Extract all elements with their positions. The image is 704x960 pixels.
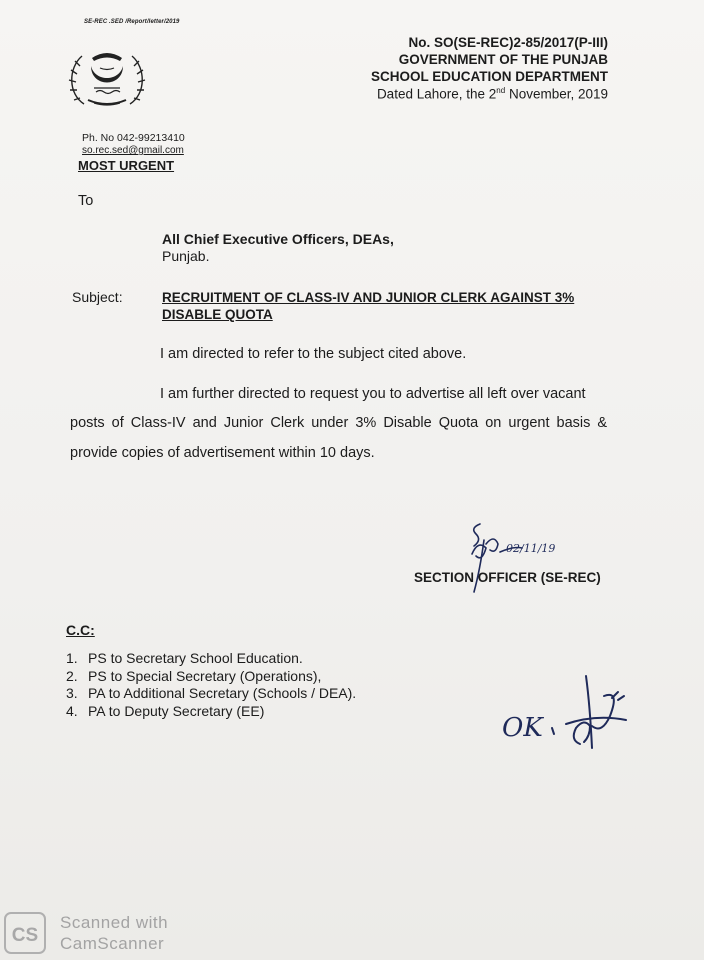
section-officer-signature <box>450 514 570 604</box>
camscanner-watermark: Scanned with CamScanner <box>60 913 169 953</box>
priority-label: MOST URGENT <box>78 158 175 173</box>
subject-text: RECRUITMENT OF CLASS-IV AND JUNIOR CLERK AGAINST 3% DISABLE QUOTA <box>162 290 575 322</box>
reference-code: SE-REC .SED /Report/letter/2019 <box>84 19 180 25</box>
body-paragraph-2-line-1: I am further directed to request you to advertise all left over vacant <box>160 386 586 402</box>
list-item: 3. PA to Additional Secretary (Schools / DEA). <box>66 685 357 701</box>
subject-label: Subject: <box>72 289 123 305</box>
signatory-title: SECTION OFFICER (SE-REC) <box>414 570 601 585</box>
camscanner-logo-icon <box>4 912 46 954</box>
handwritten-ok: OK <box>502 713 543 743</box>
addressee-line2: Punjab. <box>162 248 210 264</box>
svg-text:CS: CS <box>11 925 39 946</box>
body-paragraph-2-line-2: posts of Class-IV and Junior Clerk under 3% Disable Quota on urgent basis & <box>70 415 608 431</box>
list-item: 4. PA to Deputy Secretary (EE) <box>66 702 265 719</box>
punjab-government-emblem-icon <box>64 44 150 110</box>
cc-list <box>66 650 356 720</box>
body-paragraph-1: I am directed to refer to the subject cited above. <box>160 346 467 362</box>
phone-number: Ph. No 042-99213410 <box>82 132 185 144</box>
signature-date: 02/11/19 <box>506 542 556 555</box>
body-paragraph-2-line-3: provide copies of advertisement within 10 days. <box>70 445 375 461</box>
list-item: 2. PS to Special Secretary (Operations), <box>66 667 322 684</box>
letter-number: No. SO(SE-REC)2-85/2017(P-III) <box>408 35 608 50</box>
email-address: so.rec.sed@gmail.com <box>82 145 184 156</box>
list-item: 1. PS to Secretary School Education. <box>66 650 303 666</box>
to-label: To <box>78 193 94 209</box>
cc-label: C.C: <box>66 622 95 638</box>
handwritten-ok-signature <box>496 668 646 758</box>
department-heading: SCHOOL EDUCATION DEPARTMENT <box>370 69 608 84</box>
government-heading: GOVERNMENT OF THE PUNJAB <box>398 52 608 67</box>
letter-date: Dated Lahore, the 2nd November, 2019 <box>376 86 608 102</box>
addressee-line1: All Chief Executive Officers, DEAs, <box>162 231 394 247</box>
